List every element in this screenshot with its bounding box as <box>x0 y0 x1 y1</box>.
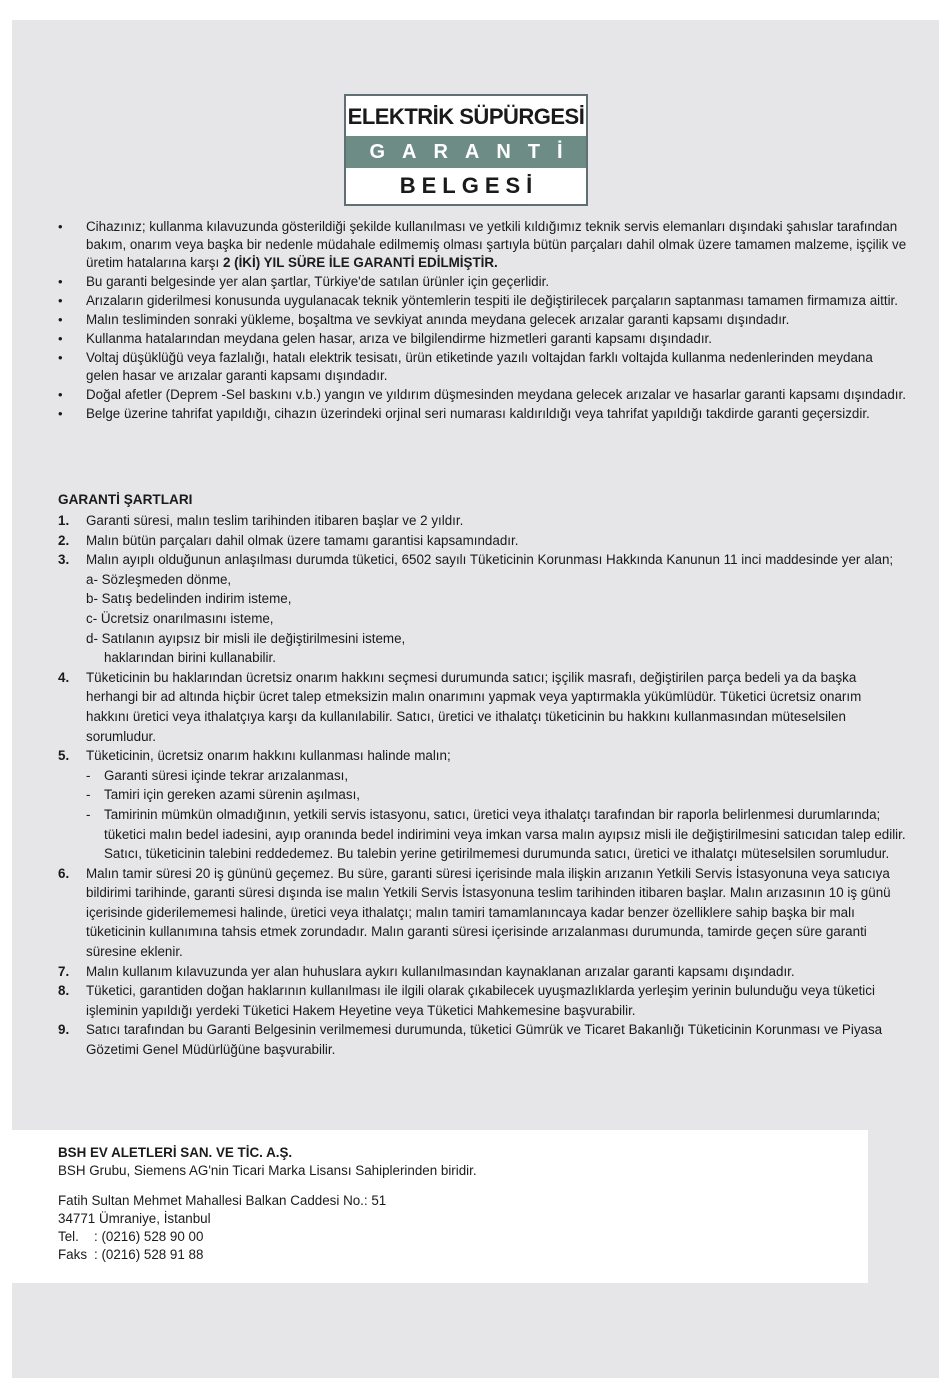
bullet-item: • Cihazınız; kullanma kılavuzunda gösterildiği şekilde kullanılması ve yetkili kıldığımız teknik servis elemanları dışındaki şahıslar tarafından bakım, onarım veya başka bir nedenle müdahale edilmemiş olması şartıyla bütün parçaları dahil olmak üzere tamamen malzeme, işçilik ve üretim hatalarına karşı 2 (İKİ) YIL SÜRE İLE GARANTİ EDİLMİŞTİR. <box>58 218 908 272</box>
title-line-1: ELEKTRİK SÜPÜRGESİ <box>347 104 585 129</box>
bullet-item: • Arızaların giderilmesi konusunda uygulanacak teknik yöntemlerin tespiti ile değiştirilecek parçaların saptanması tamamen firmamıza aittir. <box>58 292 908 310</box>
telephone: Tel. : (0216) 528 90 00 <box>58 1229 204 1244</box>
company-name: BSH EV ALETLERİ SAN. VE TİC. A.Ş. <box>58 1145 293 1160</box>
sub-item: - Tamirinin mümkün olmadığının, yetkili servis istasyonu, satıcı, üretici veya ithalatçı tarafından bir raporla belirlenmesi durumlarında; tüketici malın bedel iadesini, ayıp oranında bedel indirimini veya imkan varsa malın ayıpsız misli ile değiştirilmesini satıcıdan talep edilir. Satıcı, tüketicinin talebini reddedemez. Bu talebin yerine getirilmemesi durumunda satıcı, üretici ve ithalatçı müteselsilen sorumludur. <box>86 805 908 864</box>
sub-item: a- Sözleşmeden dönme, <box>86 571 232 587</box>
term-3-options <box>86 570 908 668</box>
title-line-2: GARANTİ <box>346 136 586 168</box>
term-item: 8. Tüketici, garantiden doğan haklarının kullanılması ile ilgili olarak çıkabilecek uyuşmazlıklarda yerleşim yerinin bulunduğu veya tüketici işleminin yapıldığı yerdeki Tüketici Hakem Heyetine veya Tüketici Mahkemesine başvurabilir. <box>58 983 875 1018</box>
bullet-item: • Belge üzerine tahrifat yapıldığı, cihazın üzerindeki orjinal seri numarası kaldırıldığı veya tahrifat yapıldığı takdirde garanti geçersizdir. <box>58 405 908 423</box>
bullet-item: • Kullanma hatalarından meydana gelen hasar, arıza ve bilgilendirme hizmetleri garanti kapsamı dışındadır. <box>58 330 908 348</box>
term-item: 9. Satıcı tarafından bu Garanti Belgesinin verilmemesi durumunda, tüketici Gümrük ve Ticaret Bakanlığı Tüketicinin Korunması ve Piyasa Gözetimi Genel Müdürlüğüne başvurabilir. <box>58 1022 883 1058</box>
sub-item: - Garanti süresi içinde tekrar arızalanması, <box>86 766 908 786</box>
term-item: 1. Garanti süresi, malın teslim tarihinden itibaren başlar ve 2 yıldır. <box>58 513 464 528</box>
term-item: 6. Malın tamir süresi 20 iş gününü geçemez. Bu süre, garanti süresi içerisinde mala ilişkin arızanın Yetkili Servis İstasyonuna veya satıcıya bildirimi tarihinde, garanti süresi dışında ise malın Yetkili Servis İstasyonuna teslim tarihinden itibaren başlar. Malın arızasının 10 iş günü içerisinde giderilememesi halinde, üretici veya ithalatçı; malın tamiri tamamlanıncaya kadar benzer özelliklere sahip başka bir malı tüketicinin kullanımına tahsis etmek zorundadır. Malın garanti süresi içerisinde arızalanması durumunda, tamirde geçen süre garanti süresine eklenir. <box>58 865 891 960</box>
bullet-item: • Voltaj düşüklüğü veya fazlalığı, hatalı elektrik tesisatı, ürün etiketinde yazılı voltajdan farklı voltajda kullanma nedenlerinden meydana gelen hasar ve arızalar garanti kapsamı dışındadır. <box>58 349 908 385</box>
company-info-block <box>12 1130 868 1283</box>
title-line-3: BELGESİ <box>399 173 539 198</box>
bullet-item: • Bu garanti belgesinde yer alan şartlar, Türkiye'de satılan ürünler için geçerlidir. <box>58 273 908 291</box>
term-item: 4. Tüketicinin bu haklarından ücretsiz onarım hakkını seçmesi durumunda satıcı; işçilik masrafı, değiştirilen parça bedeli ya da başka herhangi bir ad altında hiçbir ücret talep etmeksizin malın onarımını yapmak veya yaptırmakla yükümlüdür. Tüketici ücretsiz onarım hakkını üretici veya ithalatçıya karşı da kullanılabilir. Satıcı, üretici ve ithalatçı tüketicinin bu hakkını kullanmasından müteselsilen sorumludur. <box>58 669 862 744</box>
bullet-item: • Malın tesliminden sonraki yükleme, boşaltma ve sevkiyat anında meydana gelecek arızalar garanti kapsamı dışındadır. <box>58 311 908 329</box>
terms-list <box>58 511 908 1060</box>
term-item: 2. Malın bütün parçaları dahil olmak üzere tamamı garantisi kapsamındadır. <box>58 532 519 548</box>
sub-item: - Tamiri için gereken azami sürenin aşılması, <box>86 785 908 805</box>
fax: Faks : (0216) 528 91 88 <box>58 1247 204 1262</box>
address-line-1: Fatih Sultan Mehmet Mahallesi Balkan Caddesi No.: 51 <box>58 1193 387 1208</box>
address-line-2: 34771 Ümraniye, İstanbul <box>58 1211 211 1226</box>
title-block <box>344 94 588 206</box>
bullet-item: • Doğal afetler (Deprem -Sel baskını v.b.) yangın ve yıldırım düşmesinden meydana gelecek arızalar ve hasarlar garanti kapsamı dışındadır. <box>58 386 908 404</box>
sub-item: b- Satış bedelinden indirim isteme, <box>86 591 292 607</box>
warranty-duration: 2 (İKİ) YIL SÜRE İLE GARANTİ EDİLMİŞTİR. <box>222 255 498 270</box>
warranty-bullet-list <box>58 218 908 424</box>
terms-heading: GARANTİ ŞARTLARI <box>58 492 193 507</box>
sub-item: d- Satılanın ayıpsız bir misli ile değiştirilmesini isteme, <box>86 630 406 646</box>
term-5-options <box>86 766 908 864</box>
sub-item: c- Ücretsiz onarılmasını isteme, <box>86 610 274 626</box>
term-item: 3. Malın ayıplı olduğunun anlaşılması durumda tüketici, 6502 sayılı Tüketicinin Korunması Hakkında Kanunun 11 inci maddesinde yer alan; a- Sözleşmeden dönme, b- Satış bedelinden indirim isteme, c- Ücretsiz onarılmasını isteme, d- Satılanın ayıpsız bir misli ile değiştirilmesini isteme, haklarından birini kullanabilir. <box>58 550 908 668</box>
company-subtitle: BSH Grubu, Siemens AG'nin Ticari Marka Lisansı Sahiplerinden biridir. <box>58 1163 477 1178</box>
sub-item: haklarından birini kullanabilir. <box>104 650 276 666</box>
term-item: 7. Malın kullanım kılavuzunda yer alan huhuslara aykırı kullanılmasından kaynaklanan arızalar garanti kapsamı dışındadır. <box>58 963 795 979</box>
term-item: 5. Tüketicinin, ücretsiz onarım hakkını kullanması halinde malın; - Garanti süresi içinde tekrar arızalanması, - Tamiri için gereken azami sürenin aşılması, - Tamirinin mümkün olmadığının, yetkili servis istasyonu, satıcı, üretici veya ithalatçı tarafından bir raporla belirlenmesi durumlarında; tüketici malın bedel iadesini, ayıp oranında bedel indirimini veya imkan varsa malın ayıpsız misli ile değiştirilmesini satıcıdan talep edilir. Satıcı, tüketicinin talebini reddedemez. Bu talebin yerine getirilmemesi durumunda satıcı, üretici ve ithalatçı müteselsilen sorumludur. <box>58 746 908 864</box>
